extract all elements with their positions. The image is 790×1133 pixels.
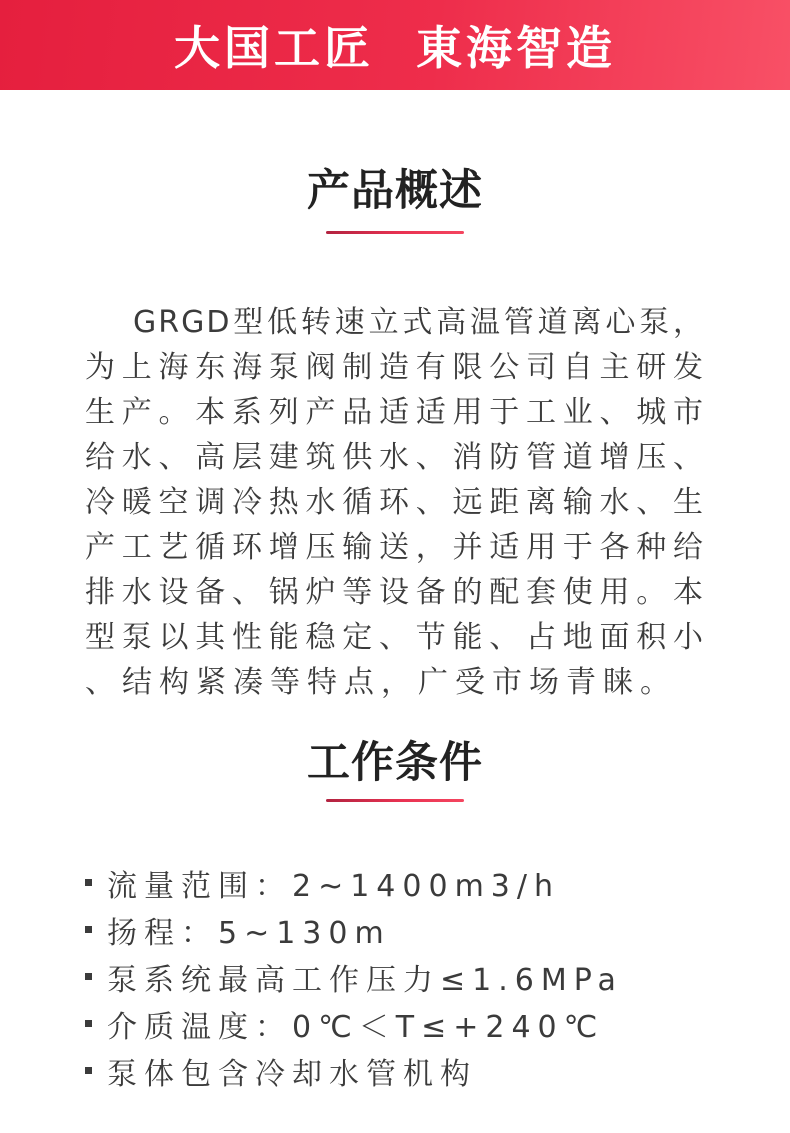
- banner-title: 大国工匠 東海智造: [173, 21, 616, 75]
- top-banner: [0, 0, 790, 90]
- bullet-icon: [85, 1067, 92, 1074]
- paragraph-line: 生产。本系列产品适适用于工业、城市: [85, 395, 705, 430]
- condition-text: 泵系统最高工作压力≤1.6MPa: [107, 962, 623, 998]
- overview-section: [0, 166, 790, 705]
- bullet-icon: [85, 926, 92, 933]
- condition-text: 泵体包含冷却水管机构: [107, 1056, 477, 1092]
- list-item: [85, 953, 790, 1000]
- overview-section-title: 产品概述: [307, 166, 483, 216]
- conditions-section: [0, 738, 790, 1094]
- list-item: [85, 906, 790, 953]
- bullet-icon: [85, 1020, 92, 1027]
- conditions-title-underline: [326, 799, 464, 802]
- paragraph-line: 排水设备、锅炉等设备的配套使用。本: [85, 575, 705, 610]
- overview-title-underline: [326, 231, 464, 234]
- overview-paragraph: [85, 300, 705, 705]
- list-item: [85, 1000, 790, 1047]
- list-item: [85, 1047, 790, 1094]
- conditions-list: [0, 859, 790, 1094]
- condition-text: 扬程：5~130m: [107, 915, 391, 951]
- bullet-icon: [85, 973, 92, 980]
- bullet-icon: [85, 879, 92, 886]
- paragraph-line: 冷暖空调冷热水循环、远距离输水、生: [85, 485, 705, 520]
- list-item: [85, 859, 790, 906]
- paragraph-line: 产工艺循环增压输送，并适用于各种给: [85, 530, 705, 565]
- paragraph-line: 为上海东海泵阀制造有限公司自主研发: [85, 350, 705, 385]
- paragraph-line: 给水、高层建筑供水、消防管道增压、: [85, 440, 705, 475]
- paragraph-line: GRGD型低转速立式高温管道离心泵，: [133, 305, 705, 340]
- condition-text: 流量范围：2~1400m3/h: [107, 868, 561, 904]
- conditions-section-title: 工作条件: [307, 738, 483, 788]
- paragraph-line: 型泵以其性能稳定、节能、占地面积小: [85, 620, 705, 655]
- condition-text: 介质温度：0℃＜T≤+240℃: [107, 1009, 605, 1045]
- paragraph-line: 、结构紧凑等特点，广受市场青睐。: [85, 665, 677, 700]
